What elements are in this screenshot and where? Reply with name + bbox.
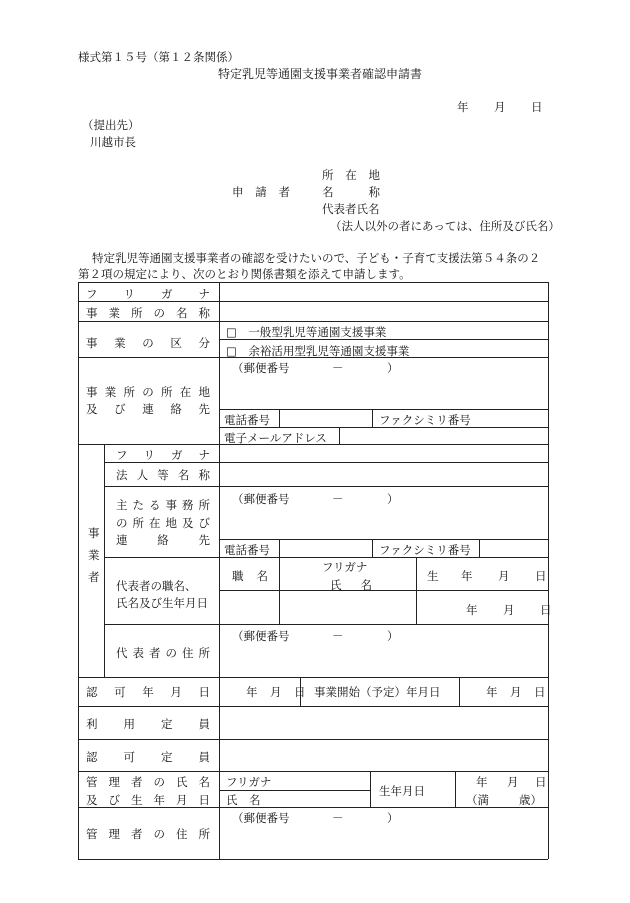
form-number: 様式第１５号（第１２条関係） xyxy=(78,50,239,64)
label-char: 年 xyxy=(142,685,154,699)
office-contact-label xyxy=(86,401,210,417)
grid-line xyxy=(78,321,548,322)
label-char: 称 xyxy=(368,185,380,199)
main-office-postal-close: ） xyxy=(387,492,399,506)
label-char: リ xyxy=(143,448,155,462)
label-char: 及 xyxy=(86,402,98,416)
label-char: 表 xyxy=(132,646,144,660)
label-char: 名 xyxy=(322,185,334,199)
label-char: 者 xyxy=(131,827,143,841)
label-char: 氏 xyxy=(176,775,188,789)
label-char: 絡 xyxy=(170,402,182,416)
label-char: の xyxy=(116,516,128,530)
operator-label-char: 者 xyxy=(88,570,100,584)
label-char: 地 xyxy=(165,516,177,530)
label-char: 員 xyxy=(198,717,210,731)
label-char: 所 xyxy=(198,827,210,841)
business-type-option-surplus[interactable]: □ 余裕活用型乳児等通園支援事業 xyxy=(226,344,410,358)
label-char: 所 xyxy=(322,168,334,182)
label-char: 者 xyxy=(278,185,290,199)
label-char: 在 xyxy=(149,516,161,530)
label-char: 認 xyxy=(86,750,98,764)
rep-label-2: 氏名及び生年月日 xyxy=(116,596,208,610)
manager-birth-month: 月 xyxy=(507,775,519,789)
label-char: 可 xyxy=(123,750,135,764)
label-char: 在 xyxy=(345,168,357,182)
label-char: 分 xyxy=(198,336,210,350)
rep-date-month: 月 xyxy=(503,603,515,617)
office-name-label xyxy=(86,305,210,321)
intro-line-2: 第２項の規定により、次のとおり関係書類を添えて申請します。 xyxy=(78,267,411,281)
manager-age-open: （満 xyxy=(466,793,489,807)
grid-line xyxy=(78,282,79,859)
grid-line xyxy=(455,771,456,807)
label-char: 所 xyxy=(123,385,135,399)
office-postal-close: ） xyxy=(387,361,399,375)
label-char: 者 xyxy=(131,775,143,789)
grid-line xyxy=(104,486,548,487)
grid-line xyxy=(416,557,417,624)
rep-birth-year: 年 xyxy=(461,569,473,583)
label-char: 名 xyxy=(176,306,188,320)
label-char: 名 xyxy=(198,775,210,789)
manager-postal-dash: － xyxy=(332,811,344,825)
manager-label-1 xyxy=(86,774,210,790)
main-office-fax-label: ファクシミリ番号 xyxy=(379,543,471,557)
label-char: 名 xyxy=(360,578,372,592)
label-char: フ xyxy=(116,448,128,462)
office-fax-label: ファクシミリ番号 xyxy=(379,413,471,427)
label-char: 管 xyxy=(86,775,98,789)
label-char: 用 xyxy=(123,717,135,731)
label-char: び xyxy=(108,793,120,807)
grid-line xyxy=(279,539,280,557)
grid-line xyxy=(219,409,548,410)
label-char: 先 xyxy=(198,402,210,416)
rep-birth-month: 月 xyxy=(498,569,510,583)
label-char: 業 xyxy=(108,306,120,320)
label-char: 等 xyxy=(157,468,169,482)
manager-name-label: 氏 名 xyxy=(226,793,261,807)
rep-postal-close: ） xyxy=(387,629,399,643)
main-office-label-3 xyxy=(116,532,210,548)
label-char: 所 xyxy=(132,516,144,530)
office-postal-dash: － xyxy=(332,361,344,375)
grid-line xyxy=(104,444,105,677)
label-char: 理 xyxy=(108,827,120,841)
grid-line xyxy=(372,409,373,427)
rep-birth-prefix: 生 xyxy=(427,569,439,583)
date-month-label: 月 xyxy=(494,100,506,114)
label-char: 月 xyxy=(170,685,182,699)
grid-line xyxy=(104,557,548,558)
label-char: の xyxy=(153,775,165,789)
corp-name-label xyxy=(116,467,210,483)
grid-line xyxy=(548,282,549,859)
label-char: 及 xyxy=(86,793,98,807)
rep-address-label xyxy=(116,645,210,661)
label-char: 月 xyxy=(176,793,188,807)
start-day: 日 xyxy=(534,685,546,699)
grid-line xyxy=(372,539,373,557)
manager-furigana-label: フリガナ xyxy=(226,775,272,789)
label-char: た xyxy=(132,498,144,512)
label-char: 事 xyxy=(86,336,98,350)
label-char: 住 xyxy=(176,827,188,841)
label-char: の xyxy=(165,646,177,660)
approval-month: 月 xyxy=(270,685,282,699)
start-date-label: 事業開始（予定）年月日 xyxy=(314,685,441,699)
label-char: 所 xyxy=(198,646,210,660)
label-char: 在 xyxy=(179,385,192,399)
label-char: 理 xyxy=(108,775,120,789)
applicant-address-label xyxy=(322,167,380,183)
rep-date-year: 年 xyxy=(466,603,478,617)
main-office-label-1 xyxy=(116,497,210,513)
label-char: ガ xyxy=(161,287,173,301)
label-char: 絡 xyxy=(157,533,169,547)
label-char: 氏 xyxy=(330,578,342,592)
business-type-label xyxy=(86,335,210,351)
label-char: の xyxy=(153,827,165,841)
label-char: 日 xyxy=(198,793,210,807)
office-postal-label: （郵便番号 xyxy=(232,361,290,375)
applicant-heading xyxy=(232,184,290,200)
label-char: る xyxy=(149,498,161,512)
grid-line xyxy=(219,790,370,791)
label-char: 連 xyxy=(116,533,128,547)
label-char: 地 xyxy=(198,385,210,399)
label-char: 定 xyxy=(161,750,173,764)
label-char: の xyxy=(142,336,154,350)
label-char: 名 xyxy=(177,468,190,482)
grid-line xyxy=(279,557,280,624)
grid-line xyxy=(104,624,548,625)
label-char: 事 xyxy=(86,385,98,399)
label-char: 所 xyxy=(198,498,210,512)
applicant-rep-note: （法人以外の者にあっては、住所及び氏名） xyxy=(330,219,560,233)
main-office-postal-dash: － xyxy=(332,492,344,506)
approved-capacity-label xyxy=(86,749,210,765)
label-char: 称 xyxy=(198,468,210,482)
grid-line xyxy=(78,677,548,678)
capacity-label xyxy=(86,716,210,732)
rep-label-1: 代表者の職名、 xyxy=(116,579,197,593)
job-title-label xyxy=(232,568,268,584)
furigana-label xyxy=(86,286,210,302)
label-char: 務 xyxy=(182,498,194,512)
label-char: 生 xyxy=(131,793,143,807)
label-char: 日 xyxy=(198,685,210,699)
office-email-label: 電子メールアドレス xyxy=(224,431,327,445)
grid-line xyxy=(219,539,548,540)
label-char: 先 xyxy=(198,533,210,547)
label-char: 区 xyxy=(170,336,182,350)
label-char: 事 xyxy=(86,306,98,320)
grid-line xyxy=(78,771,548,772)
rep-postal-dash: － xyxy=(332,629,344,643)
manager-postal-label: （郵便番号 xyxy=(232,811,290,825)
grid-line xyxy=(279,409,280,427)
date-year-label: 年 xyxy=(457,100,469,114)
label-char: 所 xyxy=(161,385,173,399)
operator-furigana-label xyxy=(116,447,210,463)
label-char: 認 xyxy=(86,685,98,699)
label-char: 所 xyxy=(131,306,143,320)
rep-date-day: 日 xyxy=(540,603,552,617)
label-char: 住 xyxy=(182,646,194,660)
label-char: ナ xyxy=(198,287,210,301)
grid-line xyxy=(78,706,548,707)
applicant-rep-label: 代表者氏名 xyxy=(322,202,380,216)
start-month: 月 xyxy=(510,685,522,699)
grid-line xyxy=(78,739,548,740)
grid-line xyxy=(459,677,460,706)
grid-line xyxy=(339,427,340,444)
label-char: リ xyxy=(123,287,135,301)
manager-address-label xyxy=(86,826,210,842)
main-office-phone-label: 電話番号 xyxy=(224,543,270,557)
rep-furigana-label: フリガナ xyxy=(322,560,368,574)
intro-line-1: 特定乳児等通園支援事業者の確認を受けたいので、子ども・子育て支援法第５４条の２ xyxy=(92,251,541,265)
operator-label xyxy=(88,522,100,588)
label-char: の xyxy=(153,306,165,320)
manager-age-close: 歳） xyxy=(519,793,542,807)
manager-birth-year: 年 xyxy=(476,775,488,789)
label-char: 請 xyxy=(255,185,267,199)
label-char: 事 xyxy=(165,498,177,512)
office-phone-label: 電話番号 xyxy=(224,413,270,427)
label-char: 地 xyxy=(368,168,380,182)
label-char: 可 xyxy=(114,685,126,699)
label-char: 員 xyxy=(198,750,210,764)
grid-line xyxy=(219,590,548,591)
label-char: 管 xyxy=(86,827,98,841)
business-type-option-general[interactable]: □ 一般型乳児等通園支援事業 xyxy=(226,325,387,339)
label-char: び xyxy=(114,402,126,416)
manager-postal-close: ） xyxy=(387,811,399,825)
approval-day: 日 xyxy=(294,685,306,699)
operator-label-char: 事 xyxy=(88,526,100,540)
applicant-name-label xyxy=(322,184,380,200)
label-char: 主 xyxy=(116,498,128,512)
rep-postal-label: （郵便番号 xyxy=(232,629,290,643)
label-char: ナ xyxy=(198,448,210,462)
label-char: 業 xyxy=(104,385,117,399)
label-char: 利 xyxy=(86,717,98,731)
label-char: 連 xyxy=(142,402,154,416)
start-year: 年 xyxy=(486,685,498,699)
label-char: 業 xyxy=(114,336,126,350)
main-office-label-2 xyxy=(116,515,210,531)
label-char: ガ xyxy=(171,448,183,462)
manager-label-2 xyxy=(86,792,210,808)
main-office-postal-label: （郵便番号 xyxy=(232,492,290,506)
label-char: フ xyxy=(86,287,98,301)
label-char: び xyxy=(198,516,210,530)
date-day-label: 日 xyxy=(531,100,543,114)
grid-line xyxy=(219,282,220,859)
label-char: 人 xyxy=(136,468,149,482)
label-char: 名 xyxy=(256,569,268,583)
grid-line xyxy=(78,282,548,283)
label-char: 定 xyxy=(161,717,173,731)
submit-to-label: （提出先） xyxy=(82,118,140,132)
label-char: 法 xyxy=(116,468,128,482)
rep-birth-day: 日 xyxy=(535,569,547,583)
approval-year: 年 xyxy=(246,685,258,699)
label-char: 代 xyxy=(116,646,128,660)
grid-line xyxy=(370,771,371,807)
grid-line xyxy=(78,859,548,860)
label-char: 称 xyxy=(198,306,210,320)
label-char: 者 xyxy=(149,646,161,660)
rep-name-label xyxy=(330,577,372,593)
label-char: 及 xyxy=(182,516,194,530)
label-char: 年 xyxy=(153,793,165,807)
operator-label-char: 業 xyxy=(88,548,100,562)
form-title: 特定乳児等通園支援事業者確認申請書 xyxy=(218,67,423,81)
office-address-label xyxy=(86,384,210,400)
grid-line xyxy=(479,539,480,557)
manager-birth-day: 日 xyxy=(535,775,547,789)
label-char: 職 xyxy=(232,569,244,583)
label-char: の xyxy=(142,385,154,399)
submit-to-value: 川越市長 xyxy=(90,135,136,149)
label-char: 申 xyxy=(232,185,244,199)
manager-birth-label: 生年月日 xyxy=(379,784,425,798)
approval-date-label xyxy=(86,684,210,700)
